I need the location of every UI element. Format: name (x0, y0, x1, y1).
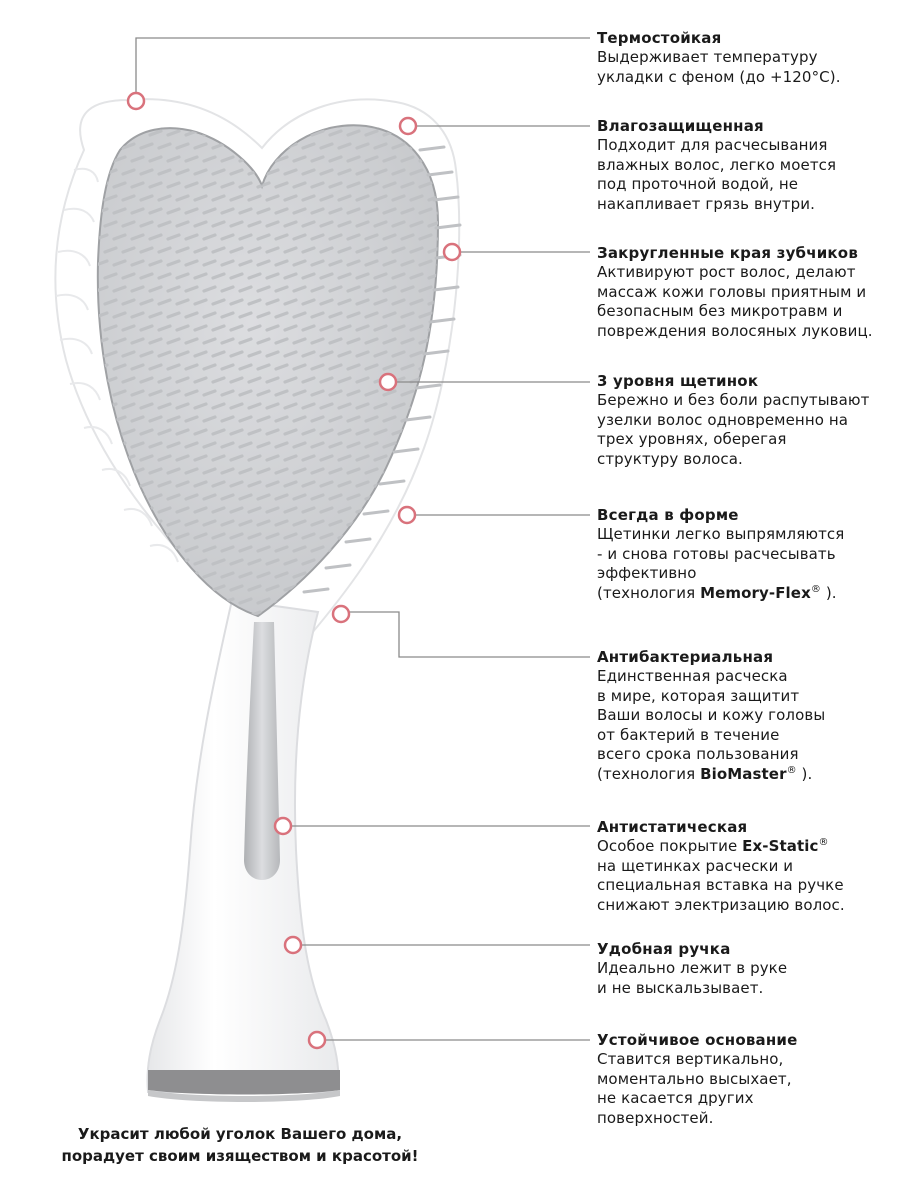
circle-marker-icon (444, 244, 460, 260)
feature-text: Бережно и без боли распутывают узелки волос одновременно на трех уровнях, оберегая структуру волоса. (597, 391, 870, 468)
feature-antibacterial (597, 647, 897, 784)
feature-antistatic (597, 817, 897, 915)
feature-title: Антибактериальная (597, 648, 774, 666)
circle-marker-icon (309, 1032, 325, 1048)
feature-text: Щетинки легко выпрямляются - и снова готовы расчесывать эффективно (597, 525, 845, 582)
base-band (148, 1070, 340, 1095)
feature-text: Активируют рост волос, делают массаж кожи головы приятным и безопасным без микротравм и повреждения волосяных луковиц. (597, 263, 873, 340)
feature-title: Термостойкая (597, 29, 722, 47)
feature-title: Всегда в форме (597, 506, 739, 524)
circle-marker-icon (128, 93, 144, 109)
feature-three-levels (597, 371, 897, 469)
feature-title: 3 уровня щетинок (597, 372, 759, 390)
brush-handle (148, 600, 341, 1102)
feature-heat-resistant (597, 28, 897, 87)
feature-technology: Особое покрытие Ex-Static® (597, 837, 829, 855)
leader-line-6 (349, 612, 590, 657)
feature-title: Закругленные края зубчиков (597, 244, 859, 262)
tagline-line-2: порадует своим изяществом и красотой! (61, 1147, 419, 1165)
feature-water-resistant (597, 116, 897, 214)
tagline (20, 1123, 460, 1167)
feature-text: Ставится вертикально, моментально высыхает, не касается других поверхностей. (597, 1050, 792, 1127)
circle-marker-icon (399, 507, 415, 523)
feature-rounded-tips (597, 243, 897, 341)
feature-text: Выдерживает температуру укладки с феном (до +120°С). (597, 48, 841, 86)
feature-technology: (технология Memory-Flex® ). (597, 583, 837, 602)
tagline-line-1: Украсит любой уголок Вашего дома, (77, 1125, 403, 1143)
feature-always-in-shape (597, 505, 897, 603)
circle-marker-icon (400, 118, 416, 134)
circle-marker-icon (380, 374, 396, 390)
feature-title: Влагозащищенная (597, 117, 764, 135)
circle-marker-icon (275, 818, 291, 834)
feature-text: на щетинках расчески и специальная вставка на ручке снижают электризацию волос. (597, 856, 845, 914)
feature-text: Единственная расческа в мире, которая защитит Ваши волосы и кожу головы от бактерий в течение всего срока пользования (597, 667, 826, 763)
feature-stable-base (597, 1030, 897, 1128)
feature-title: Устойчивое основание (597, 1031, 798, 1049)
bristle-pad (96, 125, 460, 616)
feature-technology: (технология BioMaster® ). (597, 764, 813, 783)
feature-text: Идеально лежит в руке и не выскальзывает. (597, 959, 788, 997)
feature-title: Удобная ручка (597, 940, 731, 958)
feature-text: Подходит для расчесывания влажных волос, легко моется под проточной водой, не накапливает грязь внутри. (597, 136, 837, 213)
feature-comfortable-handle (597, 939, 897, 998)
circle-marker-icon (333, 606, 349, 622)
leader-line-1 (136, 38, 590, 101)
circle-marker-icon (285, 937, 301, 953)
feature-title: Антистатическая (597, 818, 748, 836)
